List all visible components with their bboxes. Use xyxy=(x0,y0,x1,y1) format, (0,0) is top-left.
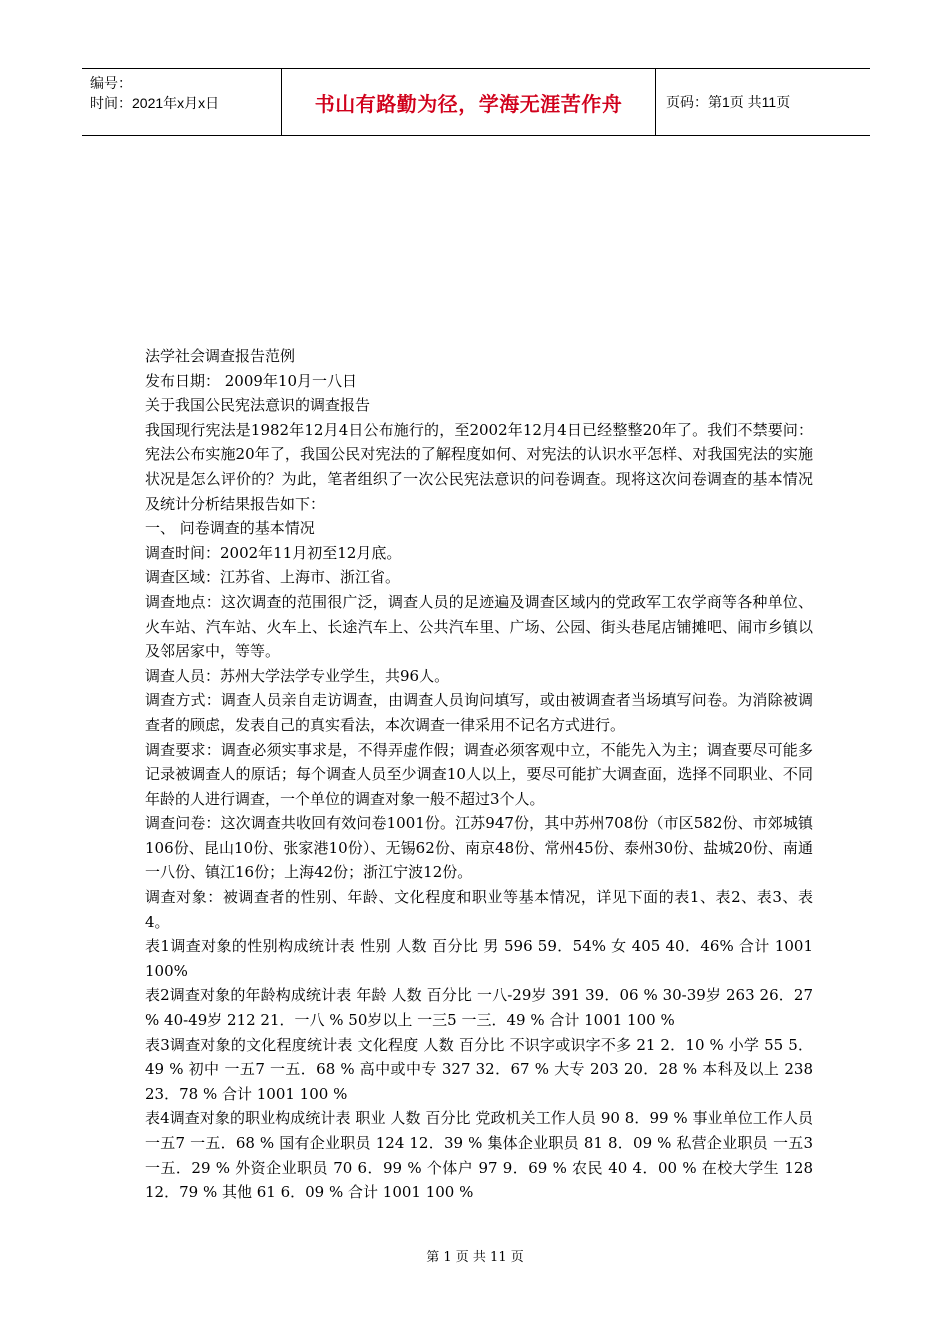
survey-questionnaire: 调查问卷：这次调查共收回有效问卷1001份。江苏947份，其中苏州708份（市区582份、市郊城镇106份、昆山10份、张家港10份）、无锡62份、南京48份、常州45份、泰州30份、盐城20份、南通一八份、镇江16份；上海42份；浙江宁波12份。 xyxy=(145,814,813,882)
survey-region: 调查区域：江苏省、上海市、浙江省。 xyxy=(145,568,401,587)
table-4-occupation: 表4调查对象的职业构成统计表 职业 人数 百分比 党政机关工作人员 90 8．99 % 事业单位工作人员 一五7 一五．68 % 国有企业职员 124 12．39 % 集体企业职员 81 8．09 % 私营企业职员 一五3 一五．29 % 外资企业职员 70 6．99 % 个体户 97 9．69 % 农民 40 4．00 % 在校大学生 128 12．79 % 其他 61 6．09 % 合计 1001 100 % xyxy=(145,1109,813,1202)
header-meta xyxy=(82,69,282,135)
header-date-label: 时间：2021年x月x日 xyxy=(90,95,220,111)
survey-time: 调查时间：2002年11月初至12月底。 xyxy=(145,543,402,562)
doc-title: 法学社会调查报告范例 xyxy=(145,347,296,365)
intro-paragraph: 我国现行宪法是1982年12月4日公布施行的，至2002年12月4日已经整整20年了。我们不禁要问：宪法公布实施20年了，我国公民对宪法的了解程度如何、对宪法的认识水平怎样、对我国宪法的实施状况是怎么评价的？为此，笔者组织了一次公民宪法意识的问卷调查。现将这次问卷调查的基本情况及统计分析结果报告如下： xyxy=(145,420,813,513)
section-heading: 一、 问卷调查的基本情况 xyxy=(145,519,315,538)
table-3-education: 表3调查对象的文化程度统计表 文化程度 人数 百分比 不识字或识字不多 21 2．10 % 小学 55 5．49 % 初中 一五7 一五．68 % 高中或中专 327 32．67 % 大专 203 20．28 % 本科及以上 238 23．78 % 合计 1001 100 % xyxy=(145,1035,813,1103)
survey-subjects: 调查对象：被调查者的性别、年龄、文化程度和职业等基本情况，详见下面的表1、表2、表3、表4。 xyxy=(145,888,813,931)
page-header xyxy=(82,68,870,136)
header-motto: 书山有路勤为径，学海无涯苦作舟 xyxy=(282,69,656,135)
survey-requirements: 调查要求：调查必须实事求是，不得弄虚作假；调查必须客观中立，不能先入为主；调查要尽可能多记录被调查人的原话；每个调查人员至少调查10人以上，要尽可能扩大调查面，选择不同职业、不同年龄的人进行调查，一个单位的调查对象一般不超过3个人。 xyxy=(145,740,813,808)
survey-location: 调查地点：这次调查的范围很广泛，调查人员的足迹遍及调查区域内的党政军工农学商等各种单位、火车站、汽车站、火车上、长途汽车上、公共汽车里、广场、公园、街头巷尾店铺摊吧、闹市乡镇以及邻居家中，等等。 xyxy=(145,592,813,661)
table-1-gender: 表1调查对象的性别构成统计表 性别 人数 百分比 男 596 59．54% 女 405 40．46% 合计 1001 100% xyxy=(145,937,813,980)
survey-method: 调查方式：调查人员亲自走访调查，由调查人员询问填写，或由被调查者当场填写问卷。为消除被调查者的顾虑，发表自己的真实看法，本次调查一律采用不记名方式进行。 xyxy=(145,691,813,734)
table-2-age: 表2调查对象的年龄构成统计表 年龄 人数 百分比 一八-29岁 391 39．06 % 30-39岁 263 26．27 % 40-49岁 212 21．一八 % 50岁以上 一三5 一三．49 % 合计 1001 100 % xyxy=(145,986,813,1030)
header-page-label: 页码：第1页 共11页 xyxy=(666,94,791,110)
publish-date: 发布日期： 2009年10月一八日 xyxy=(145,371,358,390)
survey-staff: 调查人员：苏州大学法学专业学生，共96人。 xyxy=(145,666,450,685)
page-footer: 第 1 页 共 11 页 xyxy=(426,1250,524,1265)
document-body xyxy=(145,344,813,1205)
header-number-label: 编号： xyxy=(90,75,132,91)
report-title: 关于我国公民宪法意识的调查报告 xyxy=(145,396,371,415)
